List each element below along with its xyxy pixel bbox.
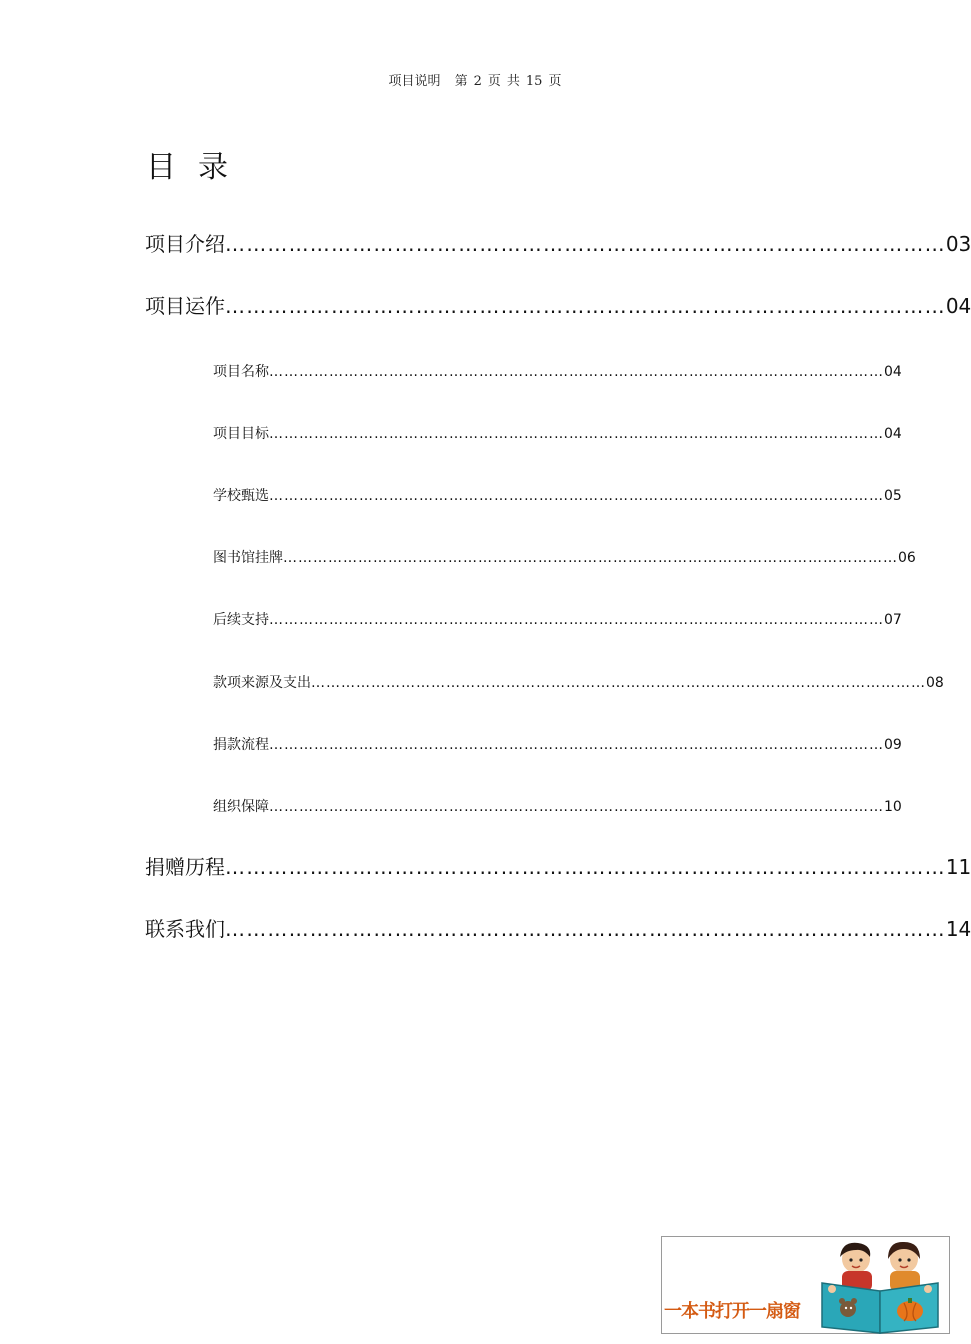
project-logo <box>661 1236 950 1334</box>
toc-entry-sub[interactable] <box>213 609 902 629</box>
toc-entry-sub[interactable] <box>213 547 916 567</box>
toc-entry-sub[interactable] <box>213 423 902 443</box>
toc-entry-main[interactable] <box>145 290 971 319</box>
header-total-word: 共 <box>506 74 520 89</box>
toc-entry-label: 捐款流程 <box>213 737 269 753</box>
toc-leader-dots: ………………………………………………………………………………………… <box>225 917 946 941</box>
toc-entry-page: 05 <box>884 488 902 504</box>
toc-title: 目录 <box>146 150 250 185</box>
children-reading-illustration <box>818 1237 950 1335</box>
toc-entry-label: 联系我们 <box>145 917 225 941</box>
toc-leader-dots: …………………………………………………………………………………………………………… <box>283 550 898 566</box>
toc-entry-page: 06 <box>898 550 916 566</box>
toc-entry-label: 组织保障 <box>213 799 269 815</box>
toc-entry-sub[interactable] <box>213 734 902 754</box>
toc-entry-label: 项目介绍 <box>145 232 225 256</box>
toc-leader-dots: …………………………………………………………………………………………………………… <box>269 364 884 380</box>
toc-leader-dots: ………………………………………………………………………………………… <box>225 855 946 879</box>
toc-entry-main[interactable] <box>145 851 971 880</box>
toc-entry-main[interactable] <box>145 228 971 257</box>
toc-leader-dots: …………………………………………………………………………………………………………… <box>269 426 884 442</box>
toc-entry-label: 项目名称 <box>213 364 269 380</box>
logo-slogan: 一本书打开一扇窗 <box>664 1301 800 1322</box>
header-page-unit: 页 <box>487 74 501 89</box>
toc-entry-sub[interactable] <box>213 672 944 692</box>
toc-entry-label: 后续支持 <box>213 612 269 628</box>
toc-entry-page: 09 <box>884 737 902 753</box>
toc-entry-page: 10 <box>884 799 902 815</box>
toc-leader-dots: ………………………………………………………………………………………… <box>225 232 946 256</box>
toc-entry-page: 08 <box>926 675 944 691</box>
header-doc-name: 项目说明 <box>388 74 441 89</box>
toc-entry-sub[interactable] <box>213 485 902 505</box>
toc-entry-label: 学校甄选 <box>213 488 269 504</box>
toc-entry-page: 04 <box>884 426 902 442</box>
toc-entry-label: 捐赠历程 <box>145 855 225 879</box>
toc-leader-dots: …………………………………………………………………………………………………………… <box>269 612 884 628</box>
toc-entry-sub[interactable] <box>213 361 902 381</box>
toc-leader-dots: …………………………………………………………………………………………………………… <box>269 799 884 815</box>
toc-entry-label: 项目运作 <box>145 294 225 318</box>
toc-leader-dots: ………………………………………………………………………………………… <box>225 294 946 318</box>
toc-entry-page: 14 <box>945 917 971 941</box>
page-header <box>0 70 950 89</box>
toc-entry-main[interactable] <box>145 913 971 942</box>
toc-entry-page: 07 <box>884 612 902 628</box>
toc-leader-dots: …………………………………………………………………………………………………………… <box>269 737 884 753</box>
toc-entry-label: 项目目标 <box>213 426 269 442</box>
header-page-word: 第 <box>454 74 468 89</box>
toc-leader-dots: …………………………………………………………………………………………………………… <box>311 675 926 691</box>
toc-entry-label: 款项来源及支出 <box>213 675 311 691</box>
header-page-number: 2 <box>473 74 482 89</box>
toc-entry-page: 11 <box>945 855 971 879</box>
toc-entry-label: 图书馆挂牌 <box>213 550 283 566</box>
toc-entry-page: 04 <box>945 294 971 318</box>
toc-entry-page: 03 <box>945 232 971 256</box>
header-total-pages: 15 <box>525 74 543 89</box>
toc-leader-dots: …………………………………………………………………………………………………………… <box>269 488 884 504</box>
header-total-unit: 页 <box>548 74 562 89</box>
toc-entry-page: 04 <box>884 364 902 380</box>
toc-entry-sub[interactable] <box>213 796 902 816</box>
